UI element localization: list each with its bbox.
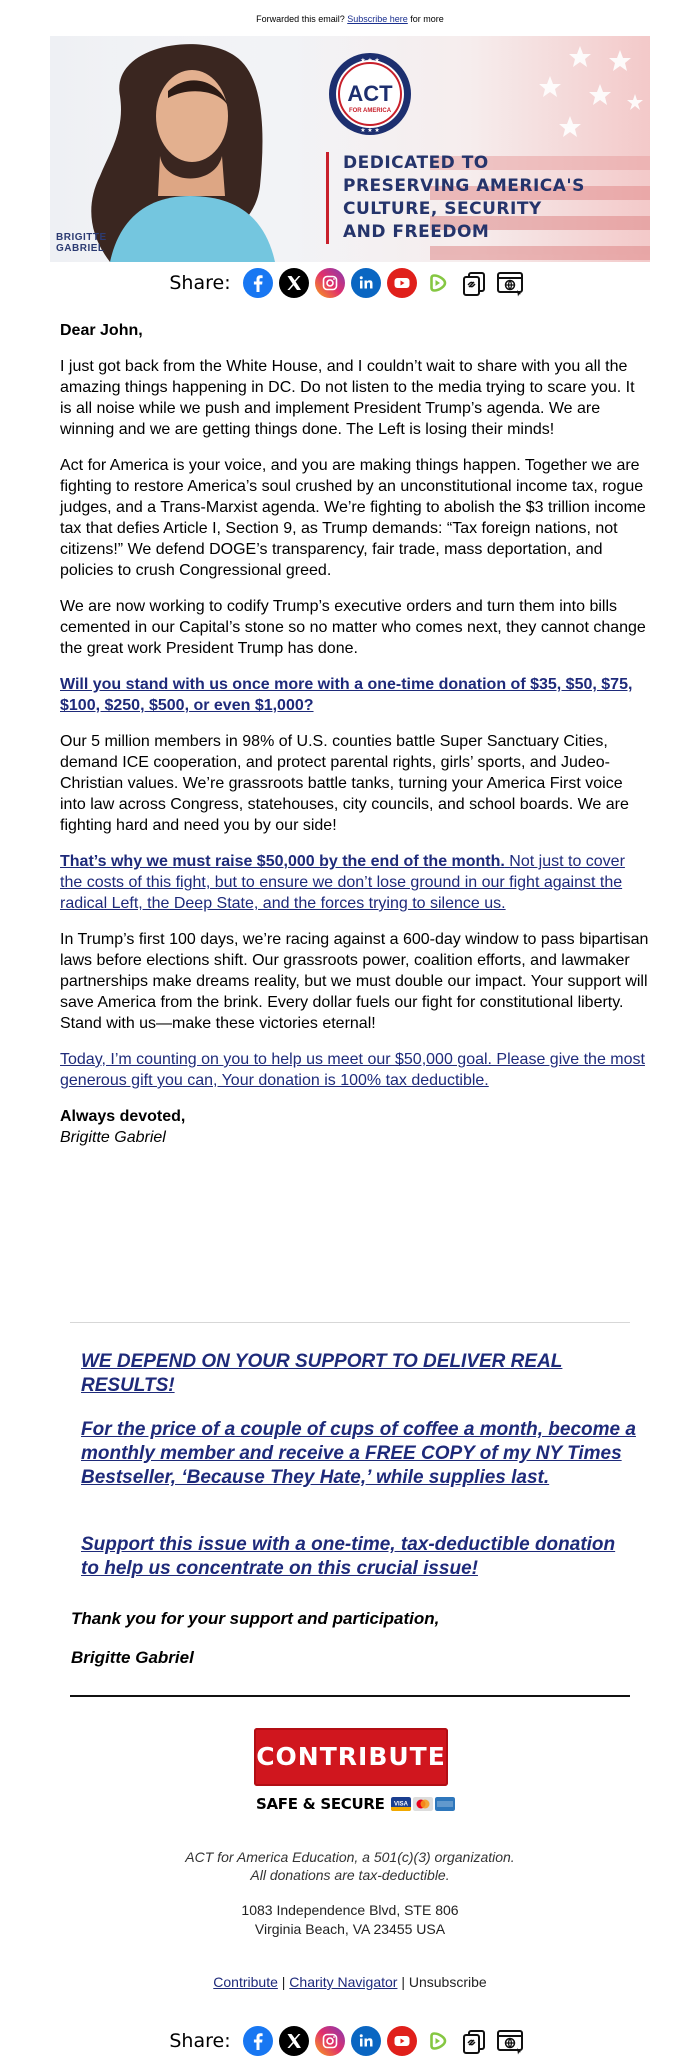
org-info bbox=[0, 1848, 700, 1884]
footer-contribute-link[interactable]: Contribute bbox=[213, 1974, 278, 1990]
hero-banner bbox=[50, 36, 650, 262]
copy-link-icon[interactable] bbox=[459, 268, 489, 298]
org-line: All donations are tax-deductible. bbox=[250, 1867, 450, 1883]
x-icon[interactable] bbox=[279, 268, 309, 298]
caption-first-name: BRIGITTE bbox=[56, 232, 107, 243]
caption-last-name: GABRIEL bbox=[56, 243, 105, 254]
mastercard-icon bbox=[413, 1797, 433, 1811]
closing: Always devoted, bbox=[60, 1108, 186, 1125]
org-line: ACT for America Education, a 501(c)(3) organization. bbox=[185, 1849, 515, 1865]
support-appeal-link[interactable]: WE DEPEND ON YOUR SUPPORT TO DELIVER REAL RESULTS! bbox=[81, 1351, 563, 1396]
svg-text:★ ★ ★: ★ ★ ★ bbox=[360, 128, 380, 134]
letter-body bbox=[60, 320, 650, 1148]
rumble-icon[interactable] bbox=[423, 2026, 453, 2056]
address-line: 1083 Independence Blvd, STE 806 bbox=[241, 1902, 459, 1918]
logo-act-text: ACT bbox=[347, 81, 393, 106]
paragraph: Our 5 million members in 98% of U.S. counties battle Super Sanctuary Cities, demand ICE cooperation, and protect parental rights, girls’ sports, and Judeo-Christian values. We’re grassroots battle tanks, turning your America First voice into law across Congress, statehouses, city councils, and school boards. We are fighting hard and need you by our side! bbox=[60, 733, 629, 834]
share-label: Share: bbox=[169, 2030, 231, 2052]
paragraph: In Trump’s first 100 days, we’re racing against a 600-day window to pass bipartisan laws before elections shift. Our grassroots power, coalition efforts, and lawmaker partnerships make dreams reality, but we must double our impact. Your support will save America from the brink. Every dollar fuels our fight for constitutional liberty. Stand with us—make these victories eternal! bbox=[60, 931, 649, 1032]
footer-links bbox=[0, 1974, 700, 1990]
donation-goal-link[interactable]: Today, I’m counting on you to help us meet our $50,000 goal. Please give the most generous gift you can, Your donation is 100% tax deductible. bbox=[60, 1051, 645, 1089]
svg-text:VISA: VISA bbox=[393, 1801, 408, 1808]
share-bar-bottom bbox=[0, 2026, 700, 2056]
logo-for-america-text: FOR AMERICA bbox=[348, 108, 392, 114]
share-label: Share: bbox=[169, 272, 231, 294]
preheader-text-after: for more bbox=[410, 14, 444, 24]
goal-bold-text: That’s why we must raise $50,000 by the end of the month. bbox=[60, 853, 505, 870]
x-icon[interactable] bbox=[279, 2026, 309, 2056]
unsubscribe-link[interactable]: Unsubscribe bbox=[408, 1974, 487, 1990]
fundraising-goal-link[interactable] bbox=[60, 853, 625, 912]
monthly-member-link[interactable]: For the price of a couple of cups of coffee a month, become a monthly member and receive a FREE COPY of my NY Times Bestseller, ‘Because They Hate,’ while supplies last. bbox=[81, 1419, 636, 1488]
instagram-icon[interactable] bbox=[315, 268, 345, 298]
address-line: Virginia Beach, VA 23455 USA bbox=[254, 1921, 446, 1937]
preheader bbox=[0, 14, 700, 24]
copy-link-icon[interactable] bbox=[459, 2026, 489, 2056]
separator: | bbox=[397, 1974, 409, 1990]
preheader-text: Forwarded this email? bbox=[256, 14, 345, 24]
youtube-icon[interactable] bbox=[387, 2026, 417, 2056]
act-logo bbox=[328, 52, 412, 136]
goal-rest-text: Not just to cover the costs of this fight, but to ensure we don’t lose ground in our fight against the radical Left, the Deep State, and the forces trying to silence us. bbox=[60, 853, 625, 912]
divider bbox=[70, 1695, 630, 1697]
divider-bar bbox=[326, 152, 329, 244]
charity-navigator-link[interactable]: Charity Navigator bbox=[289, 1974, 398, 1990]
youtube-icon[interactable] bbox=[387, 268, 417, 298]
signature: Brigitte Gabriel bbox=[60, 1129, 166, 1146]
tagline-line: AND FREEDOM bbox=[343, 222, 490, 242]
facebook-icon[interactable] bbox=[243, 2026, 273, 2056]
tagline-line: CULTURE, SECURITY bbox=[343, 199, 542, 219]
rumble-icon[interactable] bbox=[423, 268, 453, 298]
linkedin-icon[interactable] bbox=[351, 2026, 381, 2056]
portrait-caption bbox=[56, 232, 107, 254]
tagline-line: DEDICATED TO bbox=[343, 153, 489, 173]
paragraph: We are now working to codify Trump’s executive orders and turn them into bills cemented in our Capital’s stone so no matter who comes next, they cannot change the great work President Trump has done. bbox=[60, 598, 646, 657]
tagline-line: PRESERVING AMERICA'S bbox=[343, 176, 585, 196]
separator: | bbox=[277, 1974, 290, 1990]
thanks-text: Thank you for your support and participation, bbox=[71, 1609, 440, 1628]
thanks-signature: Brigitte Gabriel bbox=[71, 1648, 194, 1667]
svg-text:★ ★ ★: ★ ★ ★ bbox=[360, 58, 380, 64]
web-icon[interactable] bbox=[495, 2026, 525, 2056]
divider bbox=[70, 1322, 630, 1323]
share-bar-top bbox=[0, 268, 700, 298]
paragraph: Act for America is your voice, and you are making things happen. Together we are fighting to restore America’s soul crushed by an unconstitutional income tax, rogue judges, and a Trans-Marxist agenda. We’re fighting to abolish the $3 trillion income tax that defies Article I, Section 9, as Trump demands: “Tax foreign nations, not citizens!” We defend DOGE’s transparency, fair trade, mass deportation, and policies to crush Congressional greed. bbox=[60, 457, 646, 579]
subscribe-link[interactable]: Subscribe here bbox=[347, 14, 408, 24]
mailing-address bbox=[0, 1901, 700, 1939]
facebook-icon[interactable] bbox=[243, 268, 273, 298]
linkedin-icon[interactable] bbox=[351, 268, 381, 298]
safe-secure-badge bbox=[256, 1793, 457, 1815]
hero-tagline bbox=[343, 152, 585, 244]
safe-secure-text: SAFE & SECURE bbox=[256, 1795, 385, 1813]
one-time-donation-link[interactable]: Support this issue with a one-time, tax-deductible donation to help us concentrate on this crucial issue! bbox=[81, 1534, 616, 1579]
salutation: Dear John, bbox=[60, 322, 143, 339]
paragraph: I just got back from the White House, and I couldn’t wait to share with you all the amazing things happening in DC. Do not listen to the media trying to scare you. It is all noise while we push and implement President Trump’s agenda. We are winning and we are getting things done. The Left is losing their minds! bbox=[60, 358, 635, 438]
visa-icon bbox=[391, 1797, 411, 1811]
instagram-icon[interactable] bbox=[315, 2026, 345, 2056]
web-icon[interactable] bbox=[495, 268, 525, 298]
contribute-button[interactable]: CONTRIBUTE bbox=[254, 1728, 448, 1786]
amex-icon bbox=[435, 1797, 455, 1811]
donation-ask-link[interactable]: Will you stand with us once more with a one-time donation of $35, $50, $75, $100, $250, $500, or even $1,000? bbox=[60, 676, 633, 714]
